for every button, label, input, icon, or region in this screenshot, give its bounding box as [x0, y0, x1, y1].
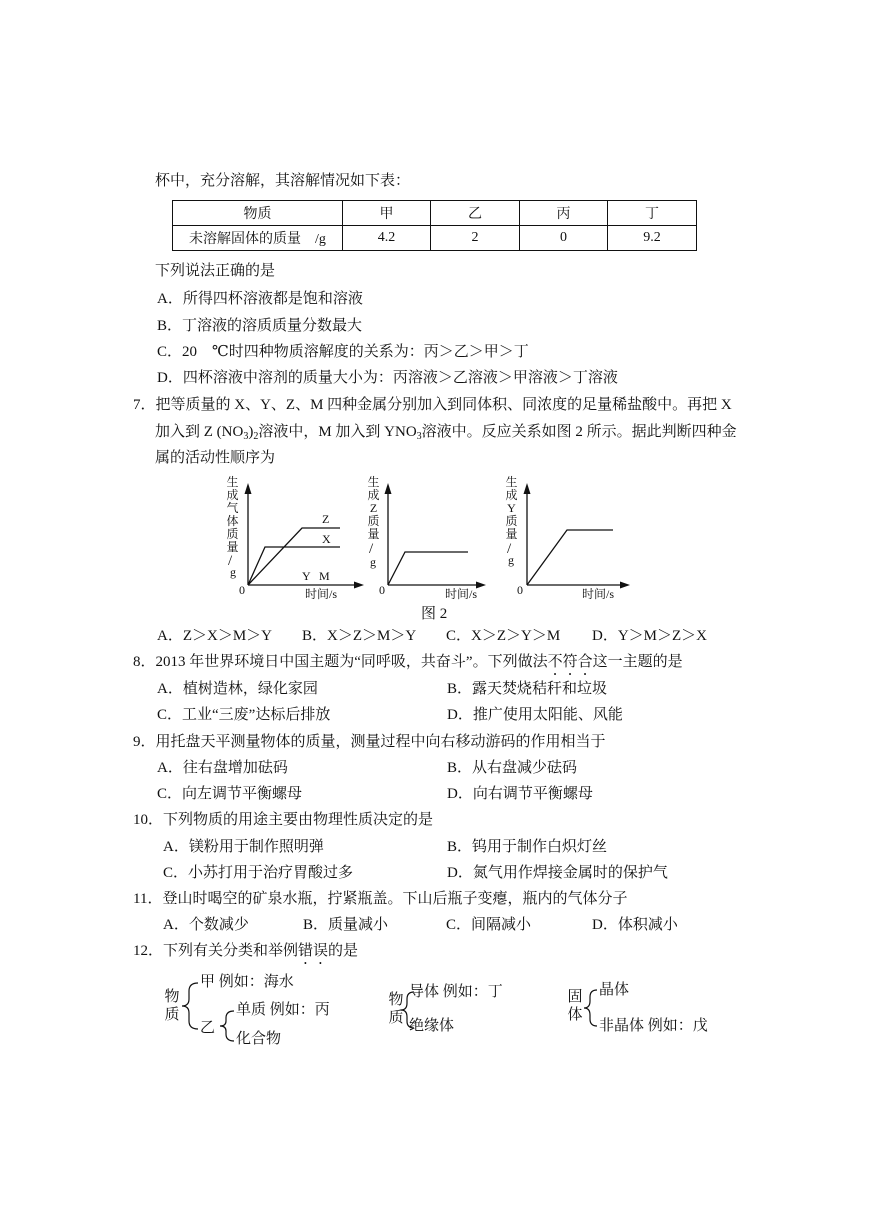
- graph1-y-label: 生成气体质量: [226, 475, 239, 554]
- q7-option-a: A．Z＞X＞M＞Y: [157, 628, 272, 644]
- q8-option-a: A．植树造林，绿化家园: [157, 681, 318, 697]
- q9-option-b: B．从右盘减少砝码: [447, 760, 578, 776]
- graph1-y-unit: g: [230, 565, 236, 579]
- q9-stem: 9．用托盘天平测量物体的质量，测量过程中向右移动游码的作用相当于: [133, 734, 606, 750]
- diagram1-branch-b2: 化合物: [236, 1031, 282, 1047]
- text-run: 加入到 Z (NO: [155, 424, 244, 440]
- q7-option-b: B．X＞Z＞M＞Y: [302, 628, 417, 644]
- q6-option-c: C．20 ℃时四种物质溶解度的关系为：丙＞乙＞甲＞丁: [157, 344, 529, 360]
- table-cell: 9.2: [608, 226, 697, 251]
- table-cell: 0: [520, 226, 608, 251]
- q8-option-d: D．推广使用太阳能、风能: [447, 707, 623, 723]
- graph2-line-z: [388, 552, 468, 585]
- diagram3-branch-a: 晶体: [599, 982, 630, 998]
- text-run: 溶液中，M 加入到 YNO: [258, 424, 417, 440]
- graph2-origin: 0: [379, 583, 385, 597]
- graph3-y-arrow: [524, 483, 531, 494]
- q8-stem: [133, 653, 683, 679]
- figure-2-graphs: [0, 460, 869, 610]
- graph1-label-z: Z: [322, 512, 330, 526]
- graph1-y-arrow: [245, 483, 252, 494]
- subscript: 3: [243, 431, 249, 442]
- text-run: 8．2013 年世界环境日中国主题为“同呼吸，共奋斗”。下列做法: [133, 654, 548, 670]
- q9-option-a: A．往右盘增加砝码: [157, 760, 288, 776]
- diagram1-branch-b: 乙: [200, 1020, 216, 1036]
- diagram1-branch-b1: 单质 例如：丙: [236, 1002, 330, 1018]
- table-header: 乙: [431, 201, 520, 226]
- table-cell: 未溶解固体的质量 /g: [173, 226, 343, 251]
- graph3-line-y: [527, 530, 613, 585]
- q10-option-b: B．钨用于制作白炽灯丝: [447, 839, 608, 855]
- intro-text: 杯中，充分溶解，其溶解情况如下表：: [155, 173, 411, 189]
- solubility-table: [172, 200, 697, 251]
- q6-option-b: B．丁溶液的溶质质量分数最大: [157, 318, 363, 334]
- q6-option-a: A．所得四杯溶液都是饱和溶液: [157, 291, 363, 307]
- diagram3-brace: [584, 990, 597, 1026]
- table-header-row: [173, 201, 697, 226]
- q8-option-c: C．工业“三废”达标后排放: [157, 707, 331, 723]
- diagram3-branch-b: 非晶体 例如：戊: [599, 1018, 708, 1034]
- graph1-label-y: Y: [302, 569, 311, 583]
- graph3-origin: 0: [517, 583, 523, 597]
- graph1-x-label: 时间/s: [305, 587, 338, 601]
- graph1-label-m: M: [319, 569, 330, 583]
- graph1-x-arrow: [354, 582, 364, 589]
- diagram1-branch-a: 甲 例如：海水: [200, 974, 294, 990]
- graph2-y-arrow: [385, 483, 392, 494]
- graph3-y-label: 生成Y质量: [505, 475, 518, 541]
- table-header: 物质: [173, 201, 343, 226]
- q7-stem-line3: 属的活动性顺序为: [155, 450, 276, 466]
- table-header: 丙: [520, 201, 608, 226]
- q7-option-d: D．Y＞M＞Z＞X: [592, 628, 707, 644]
- graph1-origin: 0: [239, 583, 245, 597]
- diagram1-sub-brace: [220, 1011, 234, 1041]
- subscript: 3: [416, 431, 422, 442]
- q9-option-d: D．向右调节平衡螺母: [447, 786, 593, 802]
- q11-stem: 11．登山时喝空的矿泉水瓶，拧紧瓶盖。下山后瓶子变瘪，瓶内的气体分子: [133, 891, 628, 907]
- diagram2-root: 物质: [388, 992, 404, 1026]
- graph1-y-slash: /: [228, 553, 233, 569]
- q7-option-c: C．X＞Z＞Y＞M: [446, 628, 561, 644]
- text-run: 12．下列有关分类和举例: [133, 943, 299, 959]
- graph3-y-unit: g: [508, 553, 514, 567]
- q8-option-b: B．露天焚烧秸秆和垃圾: [447, 681, 608, 697]
- diagram1-brace: [182, 983, 198, 1029]
- diagram2-branch-a: 导体 例如：丁: [409, 984, 503, 1000]
- q10-option-a: A．镁粉用于制作照明弹: [163, 839, 324, 855]
- q6-option-d: D．四杯溶液中溶剂的质量大小为：丙溶液＞乙溶液＞甲溶液＞丁溶液: [157, 370, 618, 386]
- q7-stem-line2: [155, 423, 737, 441]
- q10-stem: 10．下列物质的用途主要由物理性质决定的是: [133, 812, 434, 828]
- graph1-label-x: X: [322, 532, 331, 546]
- table-header: 丁: [608, 201, 697, 226]
- graph3-y-slash: /: [507, 541, 512, 557]
- q10-option-c: C．小苏打用于治疗胃酸过多: [163, 865, 354, 881]
- text-run: 的是: [328, 943, 359, 959]
- q7-stem-line1: 7．把等质量的 X、Y、Z、M 四种金属分别加入到同体积、同浓度的足量稀盐酸中。再把 X: [133, 397, 732, 413]
- diagram3-root: 固体: [567, 989, 583, 1023]
- graph2-y-slash: /: [369, 541, 374, 557]
- table-cell: 2: [431, 226, 520, 251]
- graph2-x-arrow: [476, 582, 486, 589]
- graph3-x-label: 时间/s: [582, 587, 615, 601]
- graph2-y-label: 生成Z质量: [367, 475, 380, 541]
- q11-option-c: C．间隔减小: [446, 917, 532, 933]
- text-run: 溶液中。反应关系如图 2 所示。据此判断四种金: [421, 424, 737, 440]
- graph2-x-label: 时间/s: [445, 587, 478, 601]
- diagram1-root: 物质: [164, 989, 180, 1023]
- diagram2-branch-b: 绝缘体: [409, 1018, 455, 1034]
- text-run: 这一主题的是: [592, 654, 683, 670]
- table-row: [173, 226, 697, 251]
- q11-option-d: D．体积减小: [592, 917, 678, 933]
- q9-option-c: C．向左调节平衡螺母: [157, 786, 303, 802]
- table-header: 甲: [343, 201, 431, 226]
- q12-stem: [133, 942, 358, 968]
- q11-option-a: A．个数减少: [163, 917, 249, 933]
- graph2-y-unit: g: [370, 555, 376, 569]
- q10-option-d: D．氮气用作焊接金属时的保护气: [447, 865, 668, 881]
- emphasized-text: 不符合: [547, 654, 593, 670]
- q6-stem: 下列说法正确的是: [155, 263, 276, 279]
- graph3-x-arrow: [620, 582, 630, 589]
- q11-option-b: B．质量减小: [303, 917, 389, 933]
- table-cell: 4.2: [343, 226, 431, 251]
- emphasized-text: 错误: [298, 943, 329, 959]
- subscript: 2: [253, 431, 259, 442]
- text-run: ): [248, 424, 254, 440]
- figure-caption: 图 2: [421, 606, 448, 622]
